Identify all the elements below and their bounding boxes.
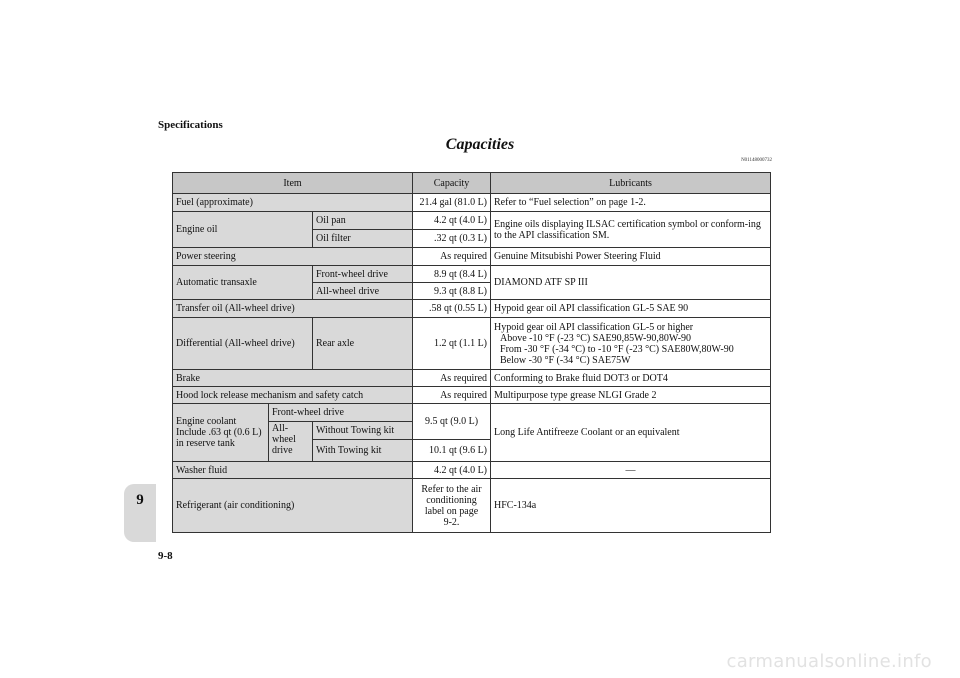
- row-transaxle-item: Automatic transaxle: [173, 266, 313, 300]
- row-differential-item: Differential (All-wheel drive): [173, 318, 313, 370]
- row-brake-lubricants: Conforming to Brake fluid DOT3 or DOT4: [491, 370, 771, 387]
- row-brake-item: Brake: [173, 370, 413, 387]
- coolant-awd-line: All-: [272, 423, 289, 434]
- coolant-without-towing-label: Without Towing kit: [313, 422, 413, 440]
- row-refrigerant-lubricants: HFC-134a: [491, 479, 771, 533]
- chapter-number: 9: [136, 492, 144, 508]
- header-item: Item: [173, 173, 413, 194]
- transaxle-awd-label: All-wheel drive: [313, 283, 413, 300]
- engine-oil-pan-label: Oil pan: [313, 212, 413, 230]
- row-washer-lubricants: —: [491, 462, 771, 479]
- capacities-table: [172, 172, 771, 533]
- page-title: Capacities: [445, 136, 515, 153]
- row-transfer-oil-item: Transfer oil (All-wheel drive): [173, 300, 413, 318]
- coolant-with-towing-label: With Towing kit: [313, 440, 413, 462]
- row-hood-lock-capacity: As required: [413, 387, 491, 404]
- differential-sub-label: Rear axle: [313, 318, 413, 370]
- row-engine-oil-item: Engine oil: [173, 212, 313, 248]
- document-id: N01148000732: [741, 158, 772, 163]
- differential-lub-line: Below -30 °F (-34 °C) SAE75W: [500, 354, 631, 366]
- differential-capacity: 1.2 qt (1.1 L): [413, 318, 491, 370]
- coolant-fwd-capacity: 9.5 qt (9.0 L): [413, 404, 491, 440]
- coolant-lubricants: Long Life Antifreeze Coolant or an equivalent: [491, 404, 771, 462]
- section-header: Specifications: [158, 119, 223, 131]
- row-refrigerant-capacity: [413, 479, 491, 533]
- coolant-item-line: Engine coolant: [176, 416, 237, 427]
- coolant-awd-label: [269, 422, 313, 462]
- table-header-row: [173, 173, 771, 194]
- table-row: [173, 300, 771, 318]
- differential-lub-line: Above -10 °F (-23 °C) SAE90,85W-90,80W-90: [500, 332, 692, 344]
- row-hood-lock-item: Hood lock release mechanism and safety catch: [173, 387, 413, 404]
- row-fuel-capacity: 21.4 gal (81.0 L): [413, 194, 491, 212]
- table-row: [173, 370, 771, 387]
- engine-oil-filter-label: Oil filter: [313, 230, 413, 248]
- engine-oil-pan-capacity: 4.2 qt (4.0 L): [413, 212, 491, 230]
- refrigerant-cap-line: label on page: [424, 505, 479, 517]
- coolant-awd-line: wheel: [272, 434, 296, 445]
- refrigerant-cap-line: Refer to the air: [421, 483, 482, 495]
- refrigerant-cap-line: 9-2.: [443, 516, 460, 528]
- table-row: [173, 248, 771, 266]
- row-brake-capacity: As required: [413, 370, 491, 387]
- table-row: [173, 404, 771, 422]
- row-washer-item: Washer fluid: [173, 462, 413, 479]
- row-washer-capacity: 4.2 qt (4.0 L): [413, 462, 491, 479]
- row-hood-lock-lubricants: Multipurpose type grease NLGI Grade 2: [491, 387, 771, 404]
- table-row: [173, 479, 771, 533]
- coolant-awd-line: drive: [272, 445, 293, 456]
- row-fuel-item: Fuel (approximate): [173, 194, 413, 212]
- differential-lub-line: Hypoid gear oil API classification GL-5 or higher: [494, 321, 694, 333]
- coolant-with-towing-capacity: 10.1 qt (9.6 L): [413, 440, 491, 462]
- differential-lubricants: [491, 318, 771, 370]
- transaxle-fwd-capacity: 8.9 qt (8.4 L): [413, 266, 491, 283]
- transaxle-fwd-label: Front-wheel drive: [313, 266, 413, 283]
- table-row: [173, 387, 771, 404]
- row-transfer-oil-lubricants: Hypoid gear oil API classification GL-5 SAE 90: [491, 300, 771, 318]
- coolant-item-line: Include .63 qt (0.6 L): [176, 427, 262, 438]
- table-row: [173, 266, 771, 283]
- differential-lub-line: From -30 °F (-34 °C) to -10 °F (-23 °C) SAE80W,80W-90: [500, 343, 734, 355]
- row-fuel-lubricants: Refer to “Fuel selection” on page 1-2.: [491, 194, 771, 212]
- refrigerant-cap-line: conditioning: [426, 494, 477, 506]
- coolant-item-line: in reserve tank: [176, 438, 235, 449]
- row-transfer-oil-capacity: .58 qt (0.55 L): [413, 300, 491, 318]
- table-row: [173, 318, 771, 370]
- row-refrigerant-item: Refrigerant (air conditioning): [173, 479, 413, 533]
- page-number: 9-8: [158, 550, 173, 562]
- table-row: [173, 194, 771, 212]
- coolant-fwd-label: Front-wheel drive: [269, 404, 413, 422]
- table-row: [173, 462, 771, 479]
- engine-oil-filter-capacity: .32 qt (0.3 L): [413, 230, 491, 248]
- row-coolant-item: [173, 404, 269, 462]
- header-lubricants: Lubricants: [491, 173, 771, 194]
- transaxle-awd-capacity: 9.3 qt (8.8 L): [413, 283, 491, 300]
- row-power-steering-item: Power steering: [173, 248, 413, 266]
- row-power-steering-lubricants: Genuine Mitsubishi Power Steering Fluid: [491, 248, 771, 266]
- watermark: carmanualsonline.info: [726, 651, 932, 672]
- transaxle-lubricants: DIAMOND ATF SP III: [491, 266, 771, 300]
- chapter-tab: [124, 484, 156, 542]
- row-power-steering-capacity: As required: [413, 248, 491, 266]
- header-capacity: Capacity: [413, 173, 491, 194]
- engine-oil-lubricants: Engine oils displaying ILSAC certification symbol or conform-ing to the API classification SM.: [491, 212, 771, 248]
- table-row: [173, 212, 771, 230]
